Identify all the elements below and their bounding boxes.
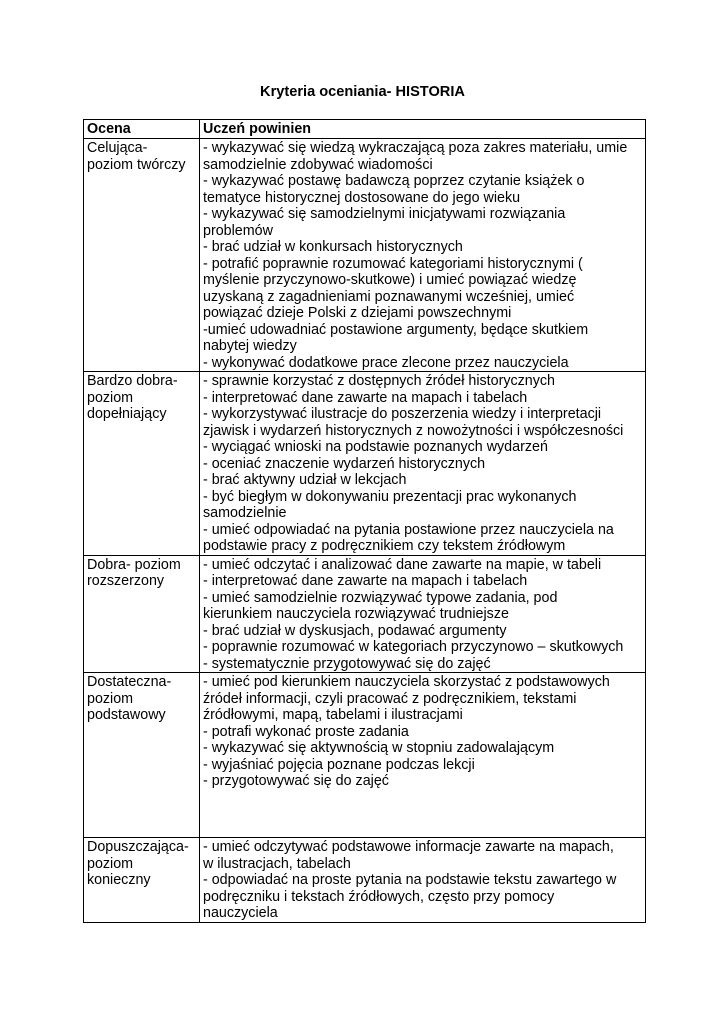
criteria-cell <box>200 139 646 372</box>
criteria-line: - potrafi wykonać proste zadania <box>203 723 409 740</box>
header-grade: Ocena <box>84 120 200 139</box>
criteria-line: uzyskaną z zagadnieniami poznawanymi wcześniej, umieć <box>203 288 575 305</box>
criteria-line: nauczyciela <box>203 905 278 921</box>
criteria-line: kierunkiem nauczyciela rozwiązywać trudniejsze <box>203 606 509 622</box>
criteria-line: - wykazywać postawę badawczą poprzez czytanie książek o <box>203 173 585 189</box>
criteria-cell <box>200 372 646 556</box>
criteria-cell <box>200 673 646 838</box>
criteria-line: - interpretować dane zawarte na mapach i tabelach <box>203 573 528 589</box>
grade-cell: Dopuszczająca- poziom konieczny <box>84 838 200 923</box>
criteria-line: w ilustracjach, tabelach <box>203 855 351 872</box>
criteria-line: - umieć odczytywać podstawowe informacje zawarte na mapach, <box>203 839 614 855</box>
criteria-line: - wykazywać się wiedzą wykraczającą poza zakres materiału, umie <box>203 140 628 156</box>
criteria-line: - brać aktywny udział w lekcjach <box>203 472 407 488</box>
criteria-line: - oceniać znaczenie wydarzeń historycznych <box>203 455 486 472</box>
criteria-line: - przygotowywać się do zajęć <box>203 773 389 789</box>
criteria-line: samodzielnie zdobywać wiadomości <box>203 156 433 173</box>
criteria-cell <box>200 838 646 923</box>
criteria-line: źródłowymi, mapą, tabelami i ilustracjami <box>203 707 463 723</box>
criteria-line: - wykonywać dodatkowe prace zlecone przez nauczyciela <box>203 354 569 371</box>
criteria-line: - wykorzystywać ilustracje do poszerzenia wiedzy i interpretacji <box>203 406 602 422</box>
criteria-line: - umieć odczytać i analizować dane zawarte na mapie, w tabeli <box>203 556 602 573</box>
criteria-line: podręczniku i tekstach źródłowych, często przy pomocy <box>203 888 555 905</box>
criteria-line: - umieć samodzielnie rozwiązywać typowe zadania, pod <box>203 589 558 606</box>
grade-cell: Bardzo dobra- poziom dopełniający <box>84 372 200 556</box>
grading-criteria-table <box>83 119 646 923</box>
table-row <box>84 139 646 372</box>
criteria-line: -umieć udowadniać postawione argumenty, będące skutkiem <box>203 321 589 338</box>
criteria-line: - potrafić poprawnie rozumować kategoriami historycznymi ( <box>203 255 583 272</box>
criteria-line: zjawisk i wydarzeń historycznych z nowożytności i współczesności <box>203 422 624 439</box>
criteria-line: samodzielnie <box>203 505 287 521</box>
criteria-line: - umieć pod kierunkiem nauczyciela skorzystać z podstawowych <box>203 674 610 690</box>
criteria-line: powiązać dzieje Polski z dziejami powszechnymi <box>203 305 512 321</box>
criteria-line: - być biegłym w dokonywaniu prezentacji prac wykonanych <box>203 488 577 505</box>
criteria-line: - odpowiadać na proste pytania na podstawie tekstu zawartego w <box>203 872 617 888</box>
criteria-line: problemów <box>203 222 273 239</box>
criteria-line: nabytej wiedzy <box>203 338 297 354</box>
table-row <box>84 372 646 556</box>
criteria-line: - umieć odpowiadać na pytania postawione przez nauczyciela na <box>203 521 614 538</box>
criteria-line: myślenie przyczynowo-skutkowe) i umieć powiązać wiedzę <box>203 272 577 288</box>
criteria-line: - sprawnie korzystać z dostępnych źródeł historycznych <box>203 373 556 389</box>
header-criteria: Uczeń powinien <box>200 120 646 139</box>
grade-cell: Dostateczna- poziom podstawowy <box>84 673 200 838</box>
criteria-line: - wykazywać się aktywnością w stopniu zadowalającym <box>203 740 555 756</box>
table-row <box>84 838 646 923</box>
document-title: Kryteria oceniania- HISTORIA <box>260 84 465 100</box>
criteria-line: - systematycznie przygotowywać się do zajęć <box>203 655 491 672</box>
criteria-line: tematyce historycznej dostosowane do jego wieku <box>203 189 521 206</box>
criteria-line: - wyciągać wnioski na podstawie poznanych wydarzeń <box>203 439 548 455</box>
table-row <box>84 673 646 838</box>
criteria-cell <box>200 555 646 673</box>
criteria-line: - brać udział w dyskusjach, podawać argumenty <box>203 622 507 639</box>
grade-cell: Celująca- poziom twórczy <box>84 139 200 372</box>
criteria-line: - interpretować dane zawarte na mapach i tabelach <box>203 389 528 406</box>
table-header-row <box>84 120 646 139</box>
grade-cell: Dobra- poziom rozszerzony <box>84 555 200 673</box>
criteria-line: - wyjaśniać pojęcia poznane podczas lekcji <box>203 756 475 773</box>
criteria-line: - brać udział w konkursach historycznych <box>203 239 463 255</box>
table-row <box>84 555 646 673</box>
criteria-line: podstawie pracy z podręcznikiem czy tekstem źródłowym <box>203 538 566 554</box>
criteria-line: źródeł informacji, czyli pracować z podręcznikiem, tekstami <box>203 690 577 707</box>
criteria-line: - poprawnie rozumować w kategoriach przyczynowo – skutkowych <box>203 639 624 655</box>
criteria-line: - wykazywać się samodzielnymi inicjatywami rozwiązania <box>203 206 566 222</box>
